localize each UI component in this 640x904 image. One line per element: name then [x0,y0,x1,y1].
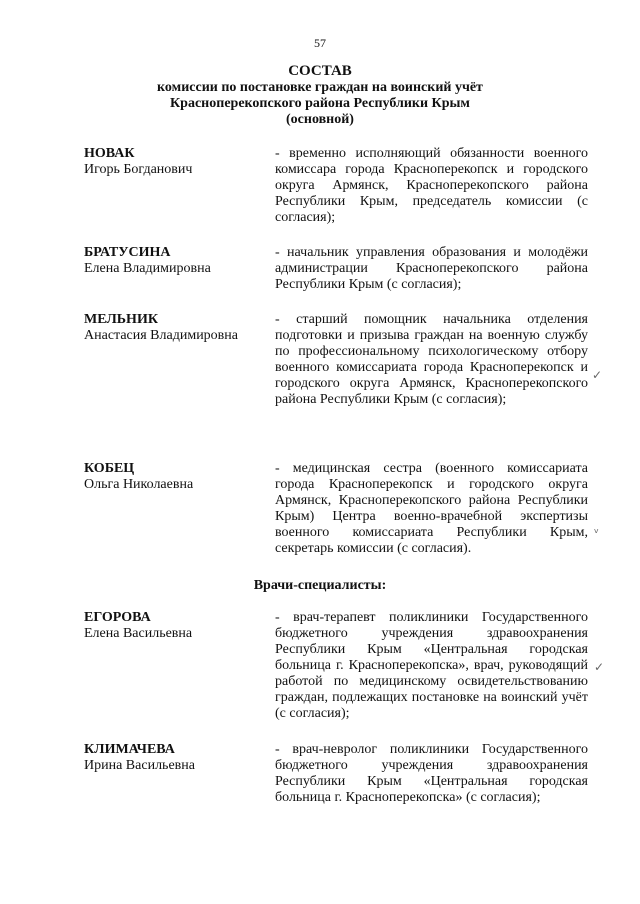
title-line-3: Красноперекопского района Республики Крым [170,96,470,111]
margin-check-mark-icon: ✓ [592,368,603,382]
title-line-1: СОСТАВ [288,63,352,79]
margin-check-mark-icon: ᵥ [594,522,600,536]
specialist-role: - врач-терапевт поликлиники Государственного бюджетного учреждения здравоохранения Республики Крым «Центральная городская больница г. Красноперекопска», врач, руководящий работой по медицинскому освидетельствованию граждан, подлежащих постановке на воинский учёт (с согласия); [275,610,588,721]
member-role: - медицинская сестра (военного комиссариата города Красноперекопск и городского округа Армянск, Красноперекопского района Республики Крым) Центра военно-врачебной экспертизы военного комиссариата Республики Крым, секретарь комиссии (с согласия). [275,461,588,556]
member-given-name: Елена Владимировна [84,261,211,276]
specialist-name [84,742,264,774]
member-name [84,245,264,277]
member-given-name: Ольга Николаевна [84,477,194,492]
member-name [84,146,264,178]
member-role: - старший помощник начальника отделения подготовки и призыва граждан на военную службу по профессиональному психологическому отбору военного комиссариата города Красноперекопск и городского округа Армянск, Красноперекопского района Республики Крым (с согласия); [275,312,588,407]
specialist-surname: КЛИМАЧЕВА [84,742,175,757]
member-given-name: Анастасия Владимировна [84,328,238,343]
member-role: - начальник управления образования и молодёжи администрации Красноперекопского района Республики Крым (с согласия); [275,245,588,292]
member-surname: МЕЛЬНИК [84,312,158,327]
member-surname: НОВАК [84,146,135,161]
member-surname: КОБЕЦ [84,461,135,476]
specialist-role: - врач-невролог поликлиники Государственного бюджетного учреждения здравоохранения Республики Крым «Центральная городская больница г. Красноперекопска» (с согласия); [275,742,588,805]
section-heading-specialists: Врачи-специалисты: [253,578,387,593]
member-name [84,312,264,344]
page-number: 57 [314,36,326,50]
specialist-surname: ЕГОРОВА [84,610,151,625]
document-title [0,62,640,128]
specialist-given-name: Ирина Васильевна [84,758,195,773]
title-line-2: комиссии по постановке граждан на воинский учёт [157,80,483,95]
member-name [84,461,264,493]
member-role: - временно исполняющий обязанности военного комиссара города Красноперекопск и городского округа Армянск, Красноперекопского района Республики Крым, председатель комиссии (с согласия); [275,146,588,225]
member-surname: БРАТУСИНА [84,245,171,260]
margin-check-mark-icon: ✓ [594,660,605,674]
title-line-4: (основной) [286,112,354,127]
specialist-name [84,610,264,642]
member-given-name: Игорь Богданович [84,162,193,177]
specialist-given-name: Елена Васильевна [84,626,193,641]
